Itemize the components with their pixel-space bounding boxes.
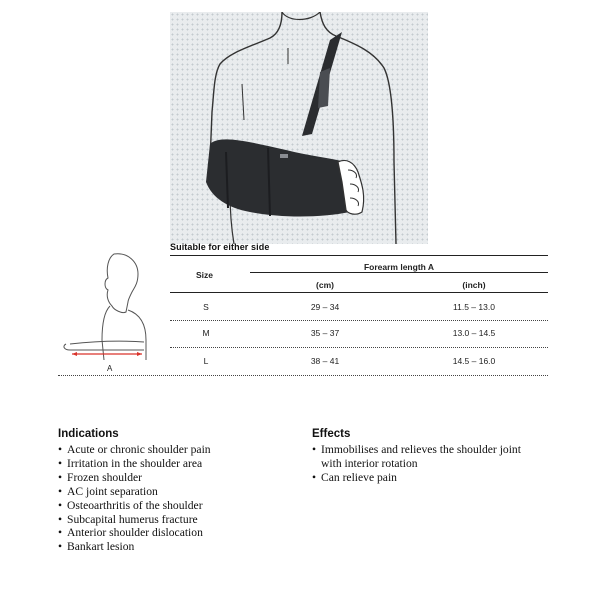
table-bottom-rule — [58, 375, 548, 376]
fit-note: Suitable for either side — [170, 242, 270, 252]
table-top-rule — [170, 255, 548, 256]
list-item: • Irritation in the shoulder area — [58, 456, 203, 470]
effects-title: Effects — [312, 428, 351, 440]
indications-list — [58, 443, 298, 554]
size-value: S — [203, 302, 209, 312]
cm-value: 35 – 37 — [310, 328, 340, 338]
cm-unit-header: (cm) — [316, 280, 334, 290]
product-illustration — [170, 12, 428, 244]
row-divider — [170, 320, 548, 321]
list-item: • Frozen shoulder — [58, 470, 143, 484]
inch-value: 13.0 – 14.5 — [452, 328, 496, 338]
table-header-rule — [250, 272, 548, 273]
inch-value: 11.5 – 13.0 — [453, 302, 495, 312]
size-value: M — [202, 328, 210, 338]
cm-value: 29 – 34 — [310, 302, 340, 312]
table-header-bottom-rule — [170, 292, 548, 293]
size-value: L — [203, 356, 209, 366]
list-item: • Subcapital humerus fracture — [58, 512, 198, 526]
inch-unit-header: (inch) — [462, 280, 486, 290]
list-item: • Osteoarthritis of the shoulder — [58, 498, 203, 512]
effects-list — [312, 443, 562, 485]
row-divider — [170, 347, 548, 348]
inch-value: 14.5 – 16.0 — [452, 356, 496, 366]
measure-label: A — [107, 364, 113, 373]
list-item: • Can relieve pain — [312, 470, 397, 484]
cm-value: 38 – 41 — [310, 356, 340, 366]
arm-sling-drawing — [170, 12, 428, 244]
list-item: • Immobilises and relieves the shoulder joint with interior rotation — [312, 443, 521, 470]
side-profile-figure — [58, 250, 168, 360]
list-item: • Anterior shoulder dislocation — [58, 526, 203, 540]
size-column-header: Size — [196, 270, 214, 280]
list-item: • Bankart lesion — [58, 540, 135, 554]
indications-title: Indications — [58, 428, 119, 440]
list-item: • AC joint separation — [58, 484, 158, 498]
forearm-column-header: Forearm length A — [363, 262, 435, 272]
list-item: • Acute or chronic shoulder pain — [58, 443, 211, 456]
